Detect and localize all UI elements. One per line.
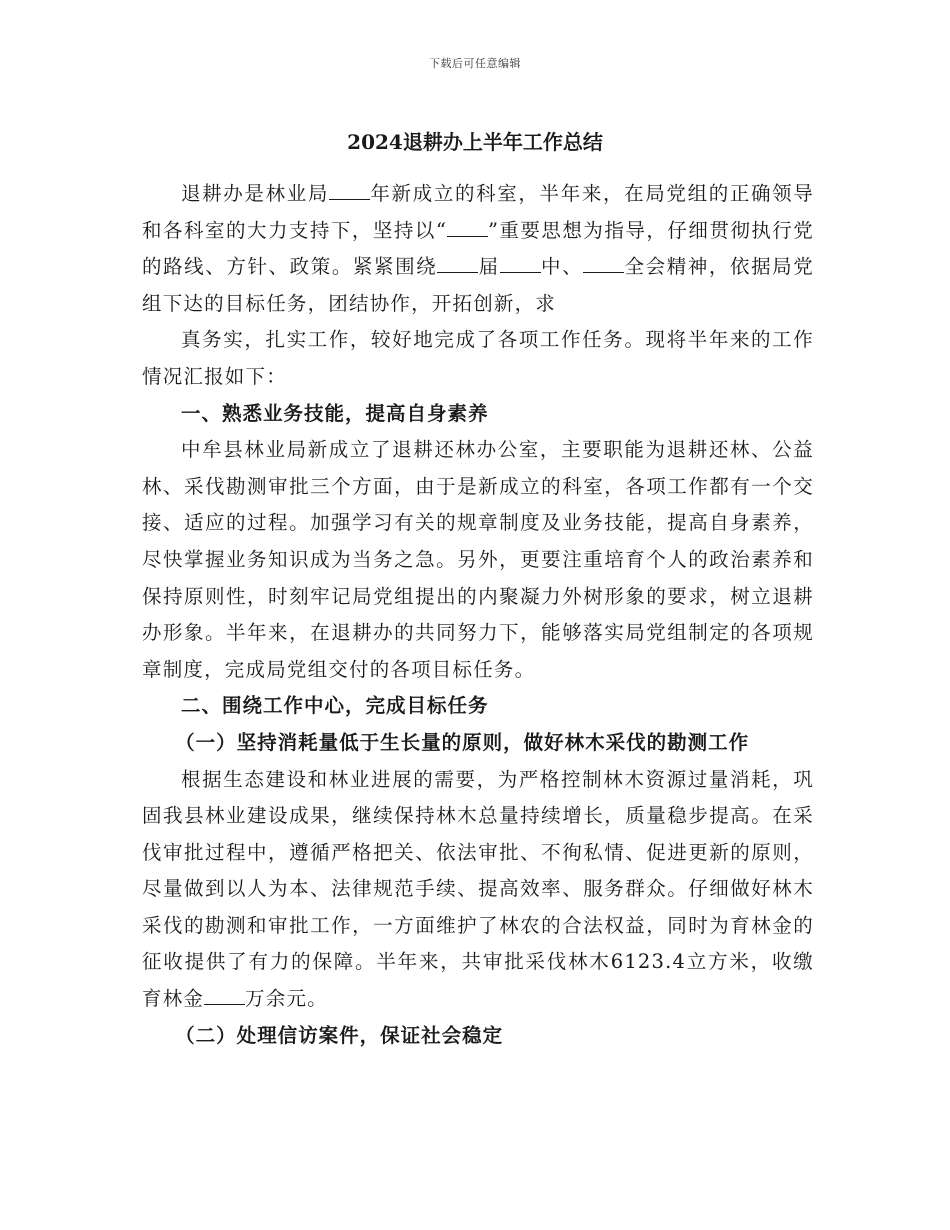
subsection-2-1-text: 根据生态建设和林业进展的需要，为严格控制林木资源过量消耗，巩固我县林业建设成果，继续保持林木总量持续增长，质量稳步提高。在采伐审批过程中，遵循严格把关、依法审批、不徇私情、促进更新的原则，尽量做到以人为本、法律规范手续、提高效率、服务群众。仔细做好林木采伐的勘测和审批工作，一方面维护了林农的合法权益，同时为育林金的征收提供了有力的保障。半年来，共审批采伐林木612	[142, 767, 814, 974]
section-heading-2: 二、围绕工作中心，完成目标任务	[181, 694, 489, 718]
document-title: 2024退耕办上半年工作总结	[347, 130, 603, 154]
intro-text-6: 全会精神，依据局党组下达的目标任务，团结协作，开拓创新，求	[142, 255, 814, 315]
subsection-2-1-tail-a: 3.4立方米，收缴育林金	[142, 950, 814, 1011]
section-heading-1: 一、熟悉业务技能，提高自身素养	[181, 401, 489, 425]
intro-paragraph	[142, 176, 814, 322]
blank-field	[583, 255, 624, 274]
intro-text-5: 中、	[540, 255, 584, 279]
document-body	[142, 176, 814, 1054]
blank-field	[204, 987, 245, 1006]
subsection-heading-2-1: （一）坚持消耗量低于生长量的原则，做好林木采伐的勘测工作	[175, 730, 750, 754]
header-note: 下载后可任意编辑	[429, 57, 521, 70]
blank-field	[329, 181, 370, 200]
intro-text-4: 届	[478, 255, 500, 279]
section-1-paragraph: 中牟县林业局新成立了退耕还林办公室，主要职能为退耕还林、公益林、采伐勘测审批三个方面，由于是新成立的科室，各项工作都有一个交接、适应的过程。加强学习有关的规章制度及业务技能，提高自身素养，尽快掌握业务知识成为当务之急。另外，更要注重培育个人的政治素养和保持原则性，时刻牢记局党组提出的内聚凝力外树形象的要求，树立退耕办形象。半年来，在退耕办的共同努力下，能够落实局党组制定的各项规章制度，完成局党组交付的各项目标任务。	[142, 438, 814, 681]
blank-field	[500, 255, 541, 274]
intro-text-2: 年新成立的科室，半年来，在局党组的正确领导和各科室的大力支持下，坚持以“	[142, 182, 814, 242]
intro-paragraph-continued: 真务实，扎实工作，较好地完成了各项工作任务。现将半年来的工作情况汇报如下：	[142, 328, 814, 388]
intro-text-3: ”重要思想为指导，仔细贯彻执行党的路线、方针、政策。紧紧围绕	[142, 218, 814, 279]
subsection-2-1-tail-b: 万余元。	[245, 987, 328, 1011]
blank-field	[447, 218, 488, 237]
blank-field	[437, 255, 478, 274]
intro-text-1: 退耕办是林业局	[181, 182, 330, 205]
subsection-2-1-paragraph	[142, 762, 814, 1018]
subsection-heading-2-2: （二）处理信访案件，保证社会稳定	[175, 1023, 504, 1047]
